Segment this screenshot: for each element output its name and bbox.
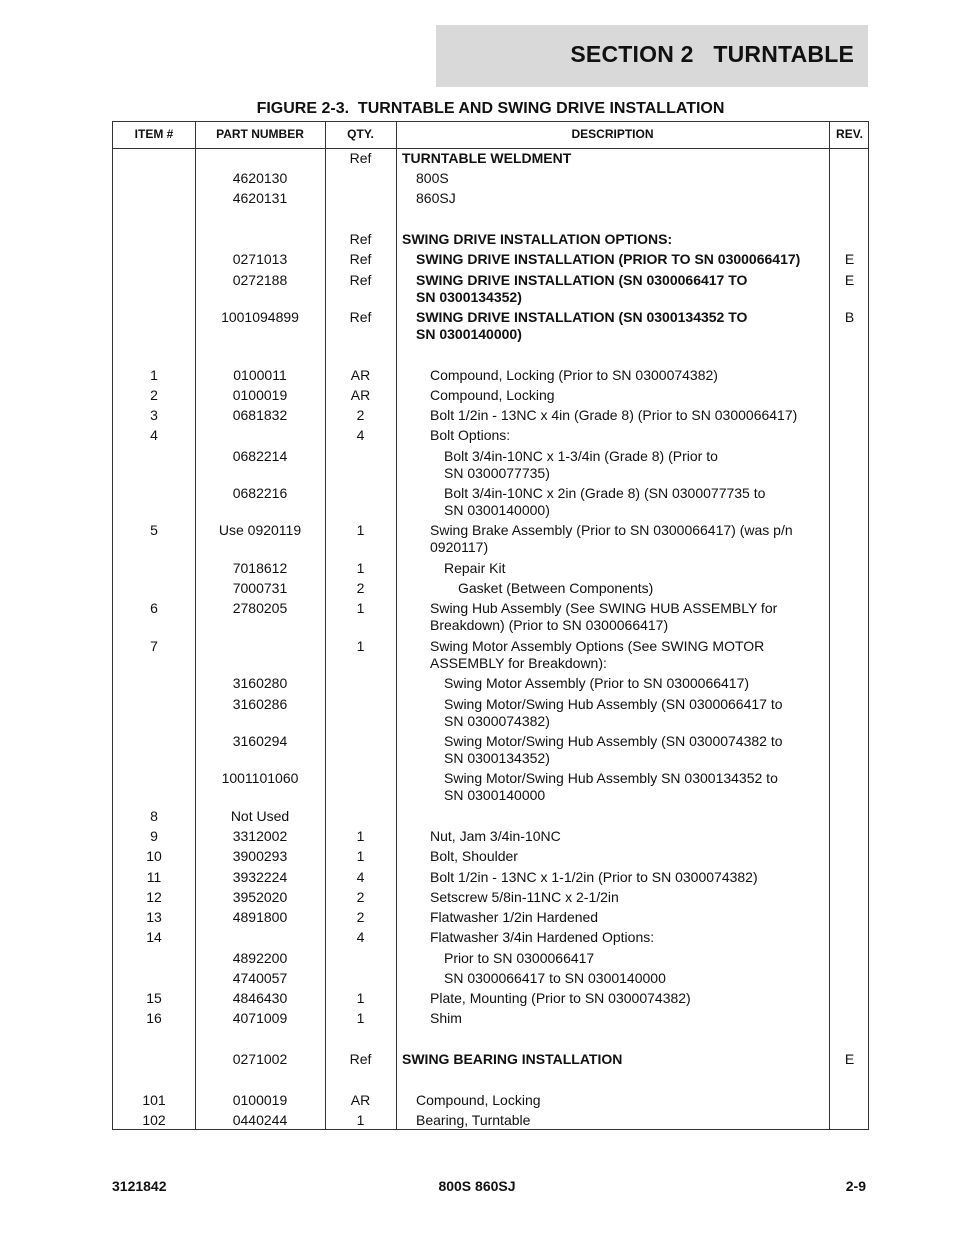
header-divider — [113, 148, 868, 149]
row-part-number: 0100011 — [233, 367, 287, 383]
row-quantity: 4 — [356, 427, 365, 443]
row-quantity: 1 — [356, 848, 365, 864]
footer-model: 800S 860SJ — [438, 1178, 516, 1194]
row-description: Plate, Mounting (Prior to SN 0300074382) — [430, 990, 691, 1006]
row-quantity: 1 — [356, 1010, 365, 1026]
row-description: Flatwasher 1/2in Hardened — [430, 909, 599, 925]
row-revision: E — [844, 251, 855, 267]
row-part-number: 3160294 — [232, 733, 288, 749]
row-description: Setscrew 5/8in-11NC x 2-1/2in — [430, 889, 619, 905]
row-part-number: 4620130 — [232, 170, 288, 186]
section-title: SECTION 2 TURNTABLE — [570, 41, 854, 67]
row-quantity: Ref — [349, 231, 372, 247]
header-qty: QTY. — [347, 127, 374, 141]
row-part-number: 4740057 — [232, 970, 288, 986]
row-quantity: 4 — [356, 929, 365, 945]
row-part-number: 0681832 — [232, 407, 288, 423]
row-part-number: 3160280 — [232, 675, 288, 691]
row-item-number: 5 — [150, 522, 158, 538]
row-description: Flatwasher 3/4in Hardened Options: — [430, 929, 655, 945]
row-part-number: 3160286 — [232, 696, 288, 712]
row-quantity: 2 — [356, 909, 365, 925]
section-banner — [436, 25, 868, 87]
row-description: Compound, Locking (Prior to SN 0300074382) — [430, 367, 718, 383]
row-item-number: 12 — [146, 889, 162, 905]
row-quantity: 2 — [356, 889, 365, 905]
row-quantity: Ref — [349, 272, 372, 288]
row-part-number: 3312002 — [232, 828, 288, 844]
row-quantity: Ref — [349, 1051, 372, 1067]
row-quantity: 2 — [356, 580, 365, 596]
row-part-number: 3952020 — [232, 889, 288, 905]
row-description: Bolt 1/2in - 13NC x 1-1/2in (Prior to SN 0300074382) — [430, 869, 758, 885]
row-item-number: 102 — [142, 1112, 166, 1128]
header-part-number: PART NUMBER — [216, 127, 304, 141]
row-part-number: 7018612 — [232, 560, 288, 576]
row-item-number: 14 — [146, 929, 162, 945]
row-item-number: 101 — [142, 1092, 166, 1108]
row-item-number: 10 — [146, 848, 162, 864]
row-item-number: 15 — [146, 990, 162, 1006]
footer-page-number: 2-9 — [845, 1178, 866, 1194]
row-part-number: 0440244 — [232, 1112, 288, 1128]
row-part-number: 4071009 — [232, 1010, 288, 1026]
row-quantity: Ref — [349, 251, 372, 267]
row-quantity: 1 — [356, 828, 365, 844]
row-item-number: 16 — [146, 1010, 162, 1026]
row-part-number: 7000731 — [232, 580, 288, 596]
parts-table — [112, 121, 869, 1130]
header-rev: REV. — [836, 127, 863, 141]
row-item-number: 3 — [150, 407, 158, 423]
row-description: Repair Kit — [444, 560, 506, 576]
row-quantity: 2 — [356, 407, 365, 423]
row-part-number: Use 0920119 — [218, 522, 302, 538]
row-item-number: 6 — [150, 600, 158, 616]
row-description: Swing Brake Assembly (Prior to SN 0300066417) (was p/n 0920117) — [430, 522, 793, 555]
row-revision: B — [844, 309, 855, 325]
row-item-number: 1 — [150, 367, 158, 383]
row-part-number: 4892200 — [232, 950, 288, 966]
row-description: 800S — [416, 170, 449, 186]
row-description: Swing Motor/Swing Hub Assembly SN 0300134352 to SN 0300140000 — [444, 770, 778, 803]
footer-doc-number: 3121842 — [112, 1178, 167, 1194]
row-part-number: 4620131 — [232, 190, 288, 206]
row-description: TURNTABLE WELDMENT — [402, 150, 572, 166]
header-description: DESCRIPTION — [571, 127, 654, 141]
row-part-number: 1001101060 — [221, 770, 299, 786]
row-quantity: Ref — [349, 150, 372, 166]
row-description: Swing Motor/Swing Hub Assembly (SN 0300066417 to SN 0300074382) — [444, 696, 783, 729]
row-description: Swing Hub Assembly (See SWING HUB ASSEMBLY for Breakdown) (Prior to SN 0300066417) — [430, 600, 778, 633]
header-item: ITEM # — [134, 127, 174, 141]
row-part-number: 1001094899 — [221, 309, 299, 325]
row-part-number: 0271013 — [232, 251, 288, 267]
row-part-number: 4846430 — [232, 990, 288, 1006]
row-quantity: AR — [350, 387, 371, 403]
row-description: Bolt 1/2in - 13NC x 4in (Grade 8) (Prior to SN 0300066417) — [430, 407, 798, 423]
row-quantity: 1 — [356, 638, 365, 654]
row-part-number: 4891800 — [232, 909, 288, 925]
row-description: Prior to SN 0300066417 — [444, 950, 595, 966]
row-part-number: 0271002 — [232, 1051, 288, 1067]
row-description: Shim — [430, 1010, 462, 1026]
row-item-number: 13 — [146, 909, 162, 925]
row-revision: E — [844, 272, 855, 288]
row-description: Compound, Locking — [416, 1092, 541, 1108]
row-quantity: 1 — [356, 990, 365, 1006]
row-description: SWING DRIVE INSTALLATION OPTIONS: — [402, 231, 673, 247]
row-quantity: AR — [350, 367, 371, 383]
row-description: Bolt, Shoulder — [430, 848, 518, 864]
row-part-number: 3932224 — [232, 869, 288, 885]
row-description: 860SJ — [416, 190, 456, 206]
row-quantity: 1 — [356, 560, 365, 576]
row-description: Bolt 3/4in-10NC x 2in (Grade 8) (SN 0300077735 to SN 0300140000) — [444, 485, 766, 518]
row-description: Bearing, Turntable — [416, 1112, 531, 1128]
row-part-number: 0682214 — [232, 448, 288, 464]
row-description: SN 0300066417 to SN 0300140000 — [444, 970, 666, 986]
row-revision: E — [844, 1051, 855, 1067]
row-item-number: 7 — [150, 638, 158, 654]
row-item-number: 8 — [150, 808, 158, 824]
column-divider — [396, 122, 397, 1129]
row-description: Gasket (Between Components) — [458, 580, 654, 596]
row-quantity: 4 — [356, 869, 365, 885]
row-item-number: 2 — [150, 387, 158, 403]
row-quantity: Ref — [349, 309, 372, 325]
row-description: Nut, Jam 3/4in-10NC — [430, 828, 561, 844]
row-part-number: 0682216 — [232, 485, 288, 501]
figure-title: FIGURE 2-3. TURNTABLE AND SWING DRIVE INSTALLATION — [256, 100, 725, 117]
row-description: Swing Motor/Swing Hub Assembly (SN 0300074382 to SN 0300134352) — [444, 733, 783, 766]
row-description: Swing Motor Assembly Options (See SWING MOTOR ASSEMBLY for Breakdown): — [430, 638, 765, 671]
row-description: SWING DRIVE INSTALLATION (PRIOR TO SN 0300066417) — [416, 251, 801, 267]
row-part-number: 0100019 — [232, 1092, 288, 1108]
row-description: Bolt 3/4in-10NC x 1-3/4in (Grade 8) (Prior to SN 0300077735) — [444, 448, 718, 481]
row-part-number: 0100019 — [232, 387, 288, 403]
row-quantity: 1 — [356, 522, 365, 538]
row-description: Compound, Locking — [430, 387, 555, 403]
row-part-number: 0272188 — [232, 272, 288, 288]
row-description: SWING DRIVE INSTALLATION (SN 0300134352 TO SN 0300140000) — [416, 309, 748, 342]
row-item-number: 4 — [150, 427, 158, 443]
row-quantity: AR — [350, 1092, 371, 1108]
row-item-number: 9 — [150, 828, 158, 844]
row-part-number: 3900293 — [232, 848, 288, 864]
row-quantity: 1 — [356, 1112, 365, 1128]
row-description: Swing Motor Assembly (Prior to SN 0300066417) — [444, 675, 750, 691]
row-quantity: 1 — [356, 600, 365, 616]
row-part-number: Not Used — [230, 808, 290, 824]
row-description: SWING BEARING INSTALLATION — [402, 1051, 623, 1067]
row-item-number: 11 — [146, 869, 162, 885]
row-description: Bolt Options: — [430, 427, 511, 443]
row-part-number: 2780205 — [232, 600, 288, 616]
row-description: SWING DRIVE INSTALLATION (SN 0300066417 TO SN 0300134352) — [416, 272, 748, 305]
